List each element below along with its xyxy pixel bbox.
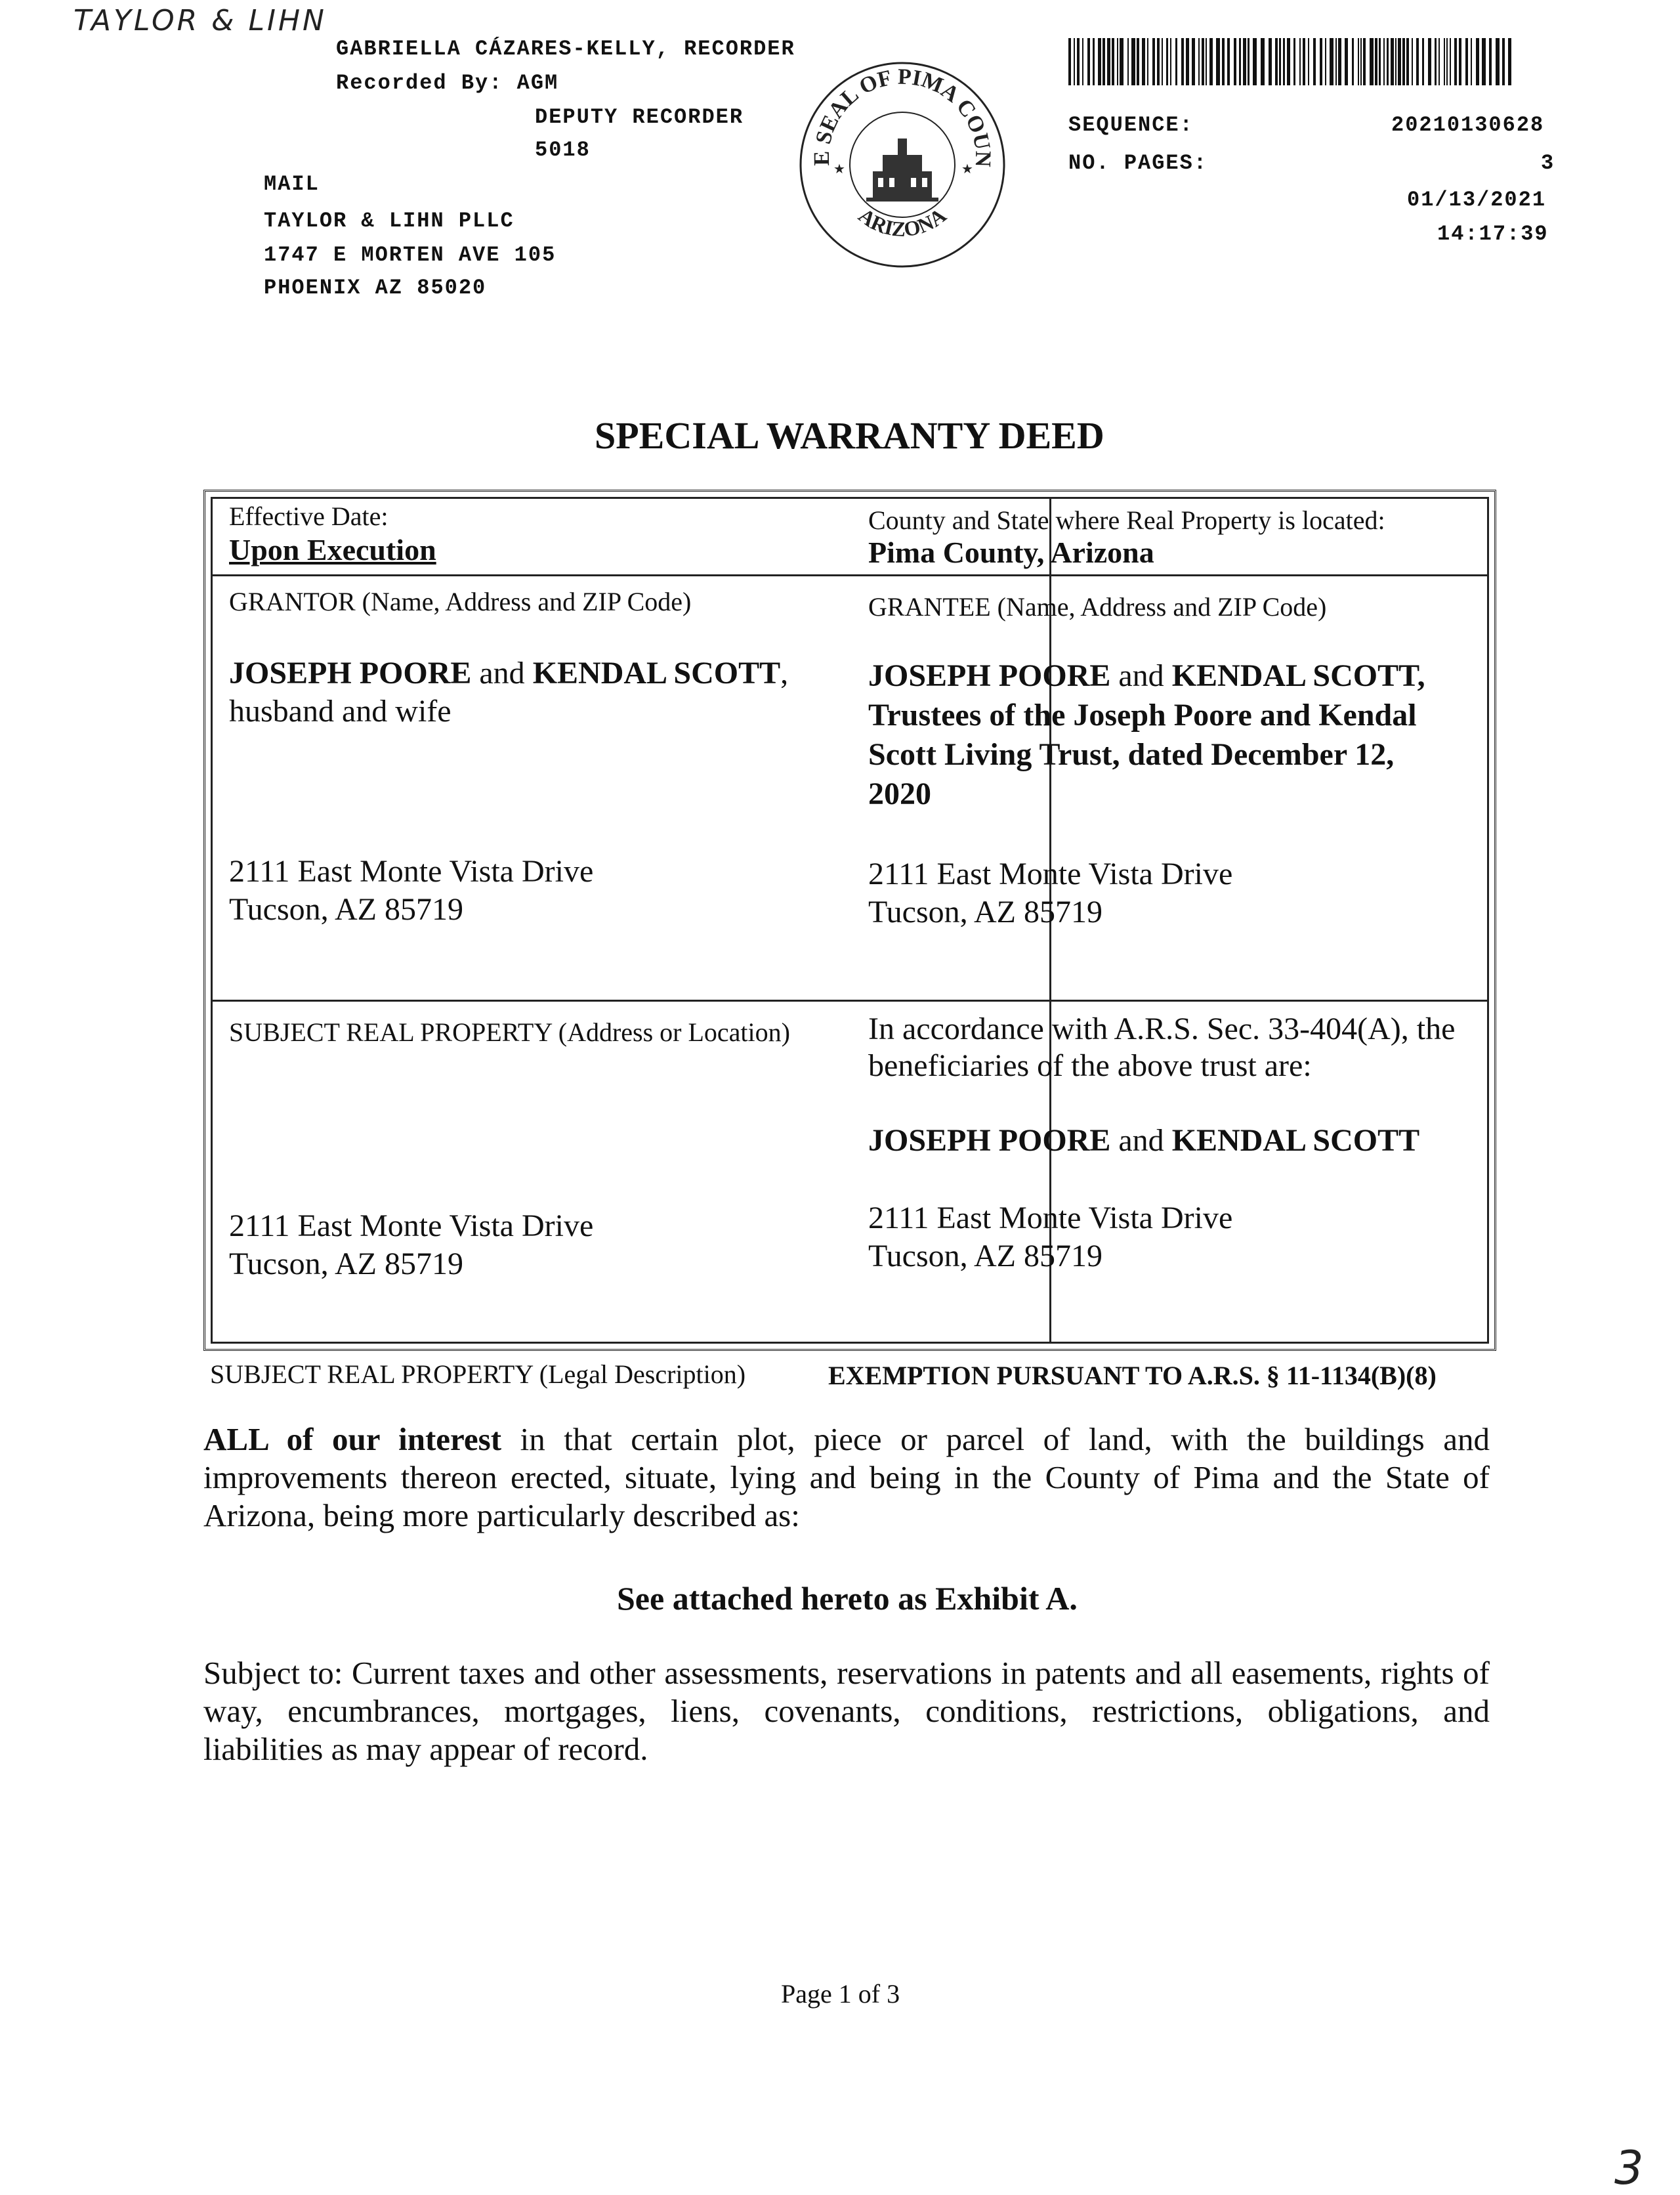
beneficiary-address-2: Tucson, AZ 85719 [868, 1239, 1102, 1273]
svg-text:★: ★ [833, 162, 845, 177]
grantee-names: JOSEPH POORE and KENDAL SCOTT, [868, 658, 1425, 693]
recorded-by: Recorded By: AGM [336, 71, 559, 95]
svg-text:THE SEAL OF PIMA COUNTY: E SEAL OF PIMA COUN [809, 64, 996, 167]
mail-line-1: TAYLOR & LIHN PLLC [264, 209, 514, 233]
grantee-trust-line-3: 2020 [868, 777, 931, 811]
handwritten-note: TAYLOR & LIHN [74, 4, 327, 37]
grantor-address-2: Tucson, AZ 85719 [229, 892, 463, 927]
sequence-label: SEQUENCE: [1068, 113, 1194, 137]
grantee-trust-line-2: Scott Living Trust, dated December 12, [868, 737, 1395, 772]
exhibit-reference: See attached hereto as Exhibit A. [617, 1580, 1078, 1617]
legal-description-label: SUBJECT REAL PROPERTY (Legal Description) [210, 1359, 746, 1389]
pages-label: NO. PAGES: [1068, 151, 1208, 175]
handwritten-page-mark: 3 [1614, 2141, 1647, 2195]
svg-text:★: ★ [961, 162, 973, 177]
grantee-label: GRANTEE (Name, Address and ZIP Code) [868, 592, 1327, 622]
grantor-address-1: 2111 East Monte Vista Drive [229, 854, 594, 889]
beneficiary-names: JOSEPH POORE and KENDAL SCOTT [868, 1123, 1420, 1158]
barcode [1068, 38, 1516, 85]
document-title: SPECIAL WARRANTY DEED [595, 414, 1104, 457]
mail-label: MAIL [264, 172, 320, 196]
property-paragraph: ALL of our interest in that certain plot, piece or parcel of land, with the buildings and improvements thereon erected, situate, lying and being in the County of Pima and the State of Arizona, being more particularly described as: [203, 1421, 1490, 1533]
property-address-1: 2111 East Monte Vista Drive [229, 1208, 594, 1243]
svg-text:ARIZONA: ARIZONA [854, 203, 951, 242]
record-date: 01/13/2021 [1407, 188, 1547, 212]
beneficiary-statement-1: In accordance with A.R.S. Sec. 33-404(A), the [868, 1012, 1456, 1046]
deed-table [203, 490, 1496, 1351]
sequence-value: 20210130628 [1391, 113, 1545, 137]
deputy-number: 5018 [535, 138, 591, 162]
grantor-description: husband and wife [229, 694, 452, 729]
grantee-address-2: Tucson, AZ 85719 [868, 895, 1102, 929]
grantor-names: JOSEPH POORE and KENDAL SCOTT, [229, 656, 789, 691]
county-seal [794, 56, 1011, 273]
exemption-note: EXEMPTION PURSUANT TO A.R.S. § 11-1134(B)(8) [828, 1361, 1437, 1390]
property-address-2: Tucson, AZ 85719 [229, 1247, 463, 1281]
mail-line-2: 1747 E MORTEN AVE 105 [264, 243, 556, 267]
page-number: Page 1 of 3 [781, 1979, 900, 2009]
mail-line-3: PHOENIX AZ 85020 [264, 276, 487, 300]
record-time: 14:17:39 [1437, 222, 1549, 246]
effective-date-label: Effective Date: [229, 501, 388, 531]
recorder-name: GABRIELLA CÁZARES-KELLY, RECORDER [336, 37, 795, 61]
grantee-address-1: 2111 East Monte Vista Drive [868, 857, 1233, 891]
grantee-trust-line-1: Trustees of the Joseph Poore and Kendal [868, 698, 1417, 733]
beneficiary-address-1: 2111 East Monte Vista Drive [868, 1201, 1233, 1235]
deputy-recorder: DEPUTY RECORDER [535, 105, 744, 129]
pages-value: 3 [1541, 151, 1555, 175]
grantor-label: GRANTOR (Name, Address and ZIP Code) [229, 587, 692, 616]
beneficiary-statement-2: beneficiaries of the above trust are: [868, 1048, 1312, 1083]
effective-date-value: Upon Execution [229, 533, 436, 566]
subject-to-paragraph: Subject to: Current taxes and other assessments, reservations in patents and all easements, rights of way, encumbrances, mortgages, liens, covenants, conditions, restrictions, obligations, and liabilities as may appear of record. [203, 1655, 1490, 1767]
county-value: Pima County, Arizona [868, 536, 1154, 569]
property-label: SUBJECT REAL PROPERTY (Address or Location) [229, 1017, 790, 1047]
county-label: County and State where Real Property is located: [868, 505, 1385, 535]
